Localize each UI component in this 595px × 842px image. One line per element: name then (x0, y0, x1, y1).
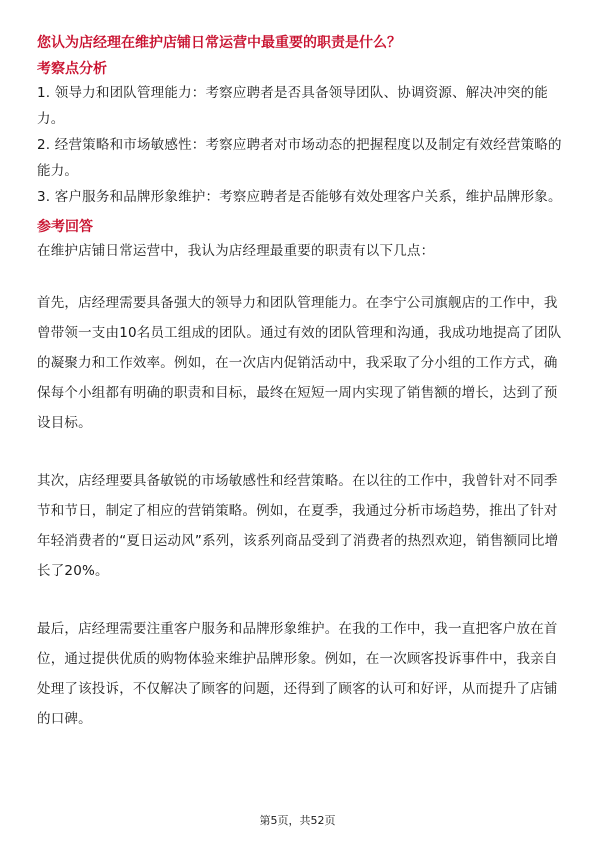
analysis-point: 1. 领导力和团队管理能力：考察应聘者是否具备领导团队、协调资源、解决冲突的能力。 (37, 85, 548, 127)
answer-heading: 参考回答 (37, 219, 93, 235)
document-page (37, 32, 563, 762)
analysis-points (37, 80, 563, 210)
answer-paragraph: 首先，店经理需要具备强大的领导力和团队管理能力。在李宁公司旗舰店的工作中，我曾带领一支由10名员工组成的团队。通过有效的团队管理和沟通，我成功地提高了团队的凝聚力和工作效率。例如，在一次店内促销活动中，我采取了分小组的工作方式，确保每个小组都有明确的职责和目标，最终在短短一周内实现了销售额的增长，达到了预设目标。 (37, 295, 562, 431)
analysis-point: 3. 客户服务和品牌形象维护：考察应聘者是否能够有效处理客户关系，维护品牌形象。 (37, 189, 562, 205)
answer-paragraph: 最后，店经理需要注重客户服务和品牌形象维护。在我的工作中，我一直把客户放在首位，通过提供优质的购物体验来维护品牌形象。例如，在一次顾客投诉事件中，我亲自处理了该投诉，不仅解决了顾客的问题，还得到了顾客的认可和好评，从而提升了店铺的口碑。 (37, 621, 558, 727)
question-title: 您认为店经理在维护店铺日常运营中最重要的职责是什么？ (37, 35, 401, 51)
analysis-point: 2. 经营策略和市场敏感性：考察应聘者对市场动态的把握程度以及制定有效经营策略的能力。 (37, 137, 562, 179)
page-number: 第5页，共52页 (259, 814, 336, 827)
analysis-heading: 考察点分析 (37, 61, 107, 77)
answer-intro: 在维护店铺日常运营中，我认为店经理最重要的职责有以下几点： (37, 243, 435, 259)
answer-paragraph: 其次，店经理要具备敏锐的市场敏感性和经营策略。在以往的工作中，我曾针对不同季节和节日，制定了相应的营销策略。例如，在夏季，我通过分析市场趋势，推出了针对年轻消费者的“夏日运动风”系列，该系列商品受到了消费者的热烈欢迎，销售额同比增长了20%。 (37, 473, 559, 579)
